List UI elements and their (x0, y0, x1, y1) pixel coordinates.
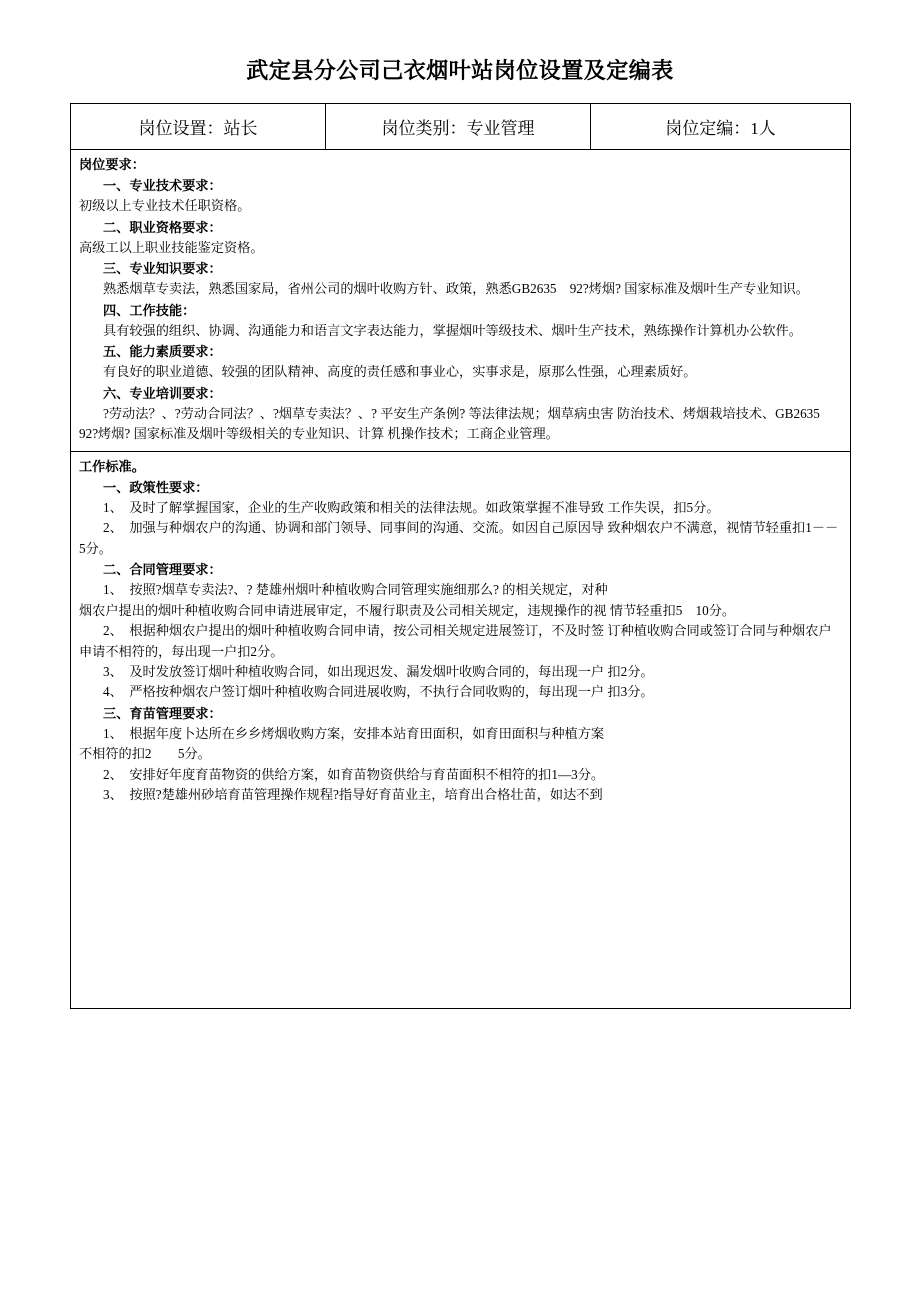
position-quota-cell: 岗位定编：1人 (591, 104, 851, 150)
position-table (70, 103, 851, 1009)
standards-item-3-2: 不相符的扣2 5分。 (79, 746, 211, 762)
requirement-text-1: 初级以上专业技术任职资格。 (79, 198, 251, 214)
table-row-header (71, 104, 851, 150)
table-row-standards (71, 451, 851, 1008)
position-category-cell: 岗位类别：专业管理 (326, 104, 591, 150)
standards-item-2-1: 1、 按照?烟草专卖法?、? 楚雄州烟叶种植收购合同管理实施细那么? 的相关规定，对种 (103, 582, 608, 598)
requirement-text-2: 高级工以上职业技能鉴定资格。 (79, 239, 264, 255)
standards-item-2-4: 3、 及时发放签订烟叶种植收购合同，如出现迟发、漏发烟叶收购合同的，每出现一户 扣2分。 (103, 663, 654, 679)
standards-section-title-2: 二、合同管理要求： (103, 562, 222, 578)
standards-section-title-1: 一、政策性要求： (103, 479, 209, 495)
requirement-title-4: 四、工作技能： (103, 302, 196, 318)
standards-item-1-1: 1、 及时了解掌握国家，企业的生产收购政策和相关的法律法规。如政策掌握不准导致 工作失误，扣5分。 (103, 499, 720, 515)
requirement-title-6: 六、专业培训要求： (103, 385, 222, 401)
standards-item-1-2: 2、 加强与种烟农户的沟通、协调和部门领导、同事间的沟通、交流。如因自己原因导 致种烟农户不满意，视情节轻重扣1－－5分。 (79, 520, 839, 556)
requirement-text-4: 具有较强的组织、协调、沟通能力和语言文字表达能力，掌握烟叶等级技术、烟叶生产技术，熟练操作计算机办公软件。 (103, 322, 802, 338)
standards-item-3-1: 1、 根据年度卜达所在乡乡烤烟收购方案，安排本站育田面积，如育田面积与种植方案 (103, 725, 605, 741)
requirement-title-5: 五、能力素质要求： (103, 344, 222, 360)
requirements-cell (71, 150, 851, 452)
standards-heading: 工作标准。 (79, 458, 145, 474)
requirement-title-3: 三、专业知识要求： (103, 261, 222, 277)
standards-section-title-3: 三、育苗管理要求： (103, 705, 222, 721)
requirement-title-1: 一、专业技术要求： (103, 178, 222, 194)
requirement-title-2: 二、职业资格要求： (103, 219, 222, 235)
requirement-text-3: 熟悉烟草专卖法，熟悉国家局，省州公司的烟叶收购方针、政策，熟悉GB2635 92?烤烟? 国家标准及烟叶生产专业知识。 (103, 281, 809, 297)
requirements-heading: 岗位要求： (79, 157, 145, 172)
requirement-text-6: ?劳动法？、?劳动合同法？、?烟草专卖法？、? 平安生产条例? 等法律法规；烟草病虫害 防治技术、烤烟栽培技术、GB2635 92?烤烟? 国家标准及烟叶等级相关的专业知识、计算 机操作技术；工商企业管理。 (79, 405, 820, 442)
standards-item-2-2: 烟农户提出的烟叶种植收购合同申请进展审定，不履行职责及公司相关规定，违规操作的视 情节轻重扣5 10分。 (79, 602, 736, 618)
standards-cell (71, 451, 851, 1008)
table-row-requirements (71, 150, 851, 452)
standards-item-2-5: 4、 严格按种烟农户签订烟叶种植收购合同进展收购，不执行合同收购的，每出现一户 扣3分。 (103, 684, 654, 700)
position-setting-cell: 岗位设置：站长 (71, 104, 326, 150)
page-title: 武定县分公司己衣烟叶站岗位设置及定编表 (246, 58, 674, 83)
standards-item-3-4: 3、 按照?楚雄州砂培育苗管理操作规程?指导好育苗业主，培育出合格壮苗，如达不到 (103, 787, 603, 803)
requirement-text-5: 有良好的职业道德、较强的团队精神、高度的责任感和事业心，实事求是，原那么性强，心理素质好。 (103, 364, 697, 380)
standards-item-2-3: 2、 根据种烟农户提出的烟叶种植收购合同申请，按公司相关规定进展签订，不及时签 订种植收购合同或签订合同与种烟农户申请不相符的，每出现一户扣2分。 (79, 623, 832, 659)
standards-item-3-3: 2、 安排好年度育苗物资的供给方案，如育苗物资供给与育苗面积不相符的扣1—3分。 (103, 766, 605, 782)
